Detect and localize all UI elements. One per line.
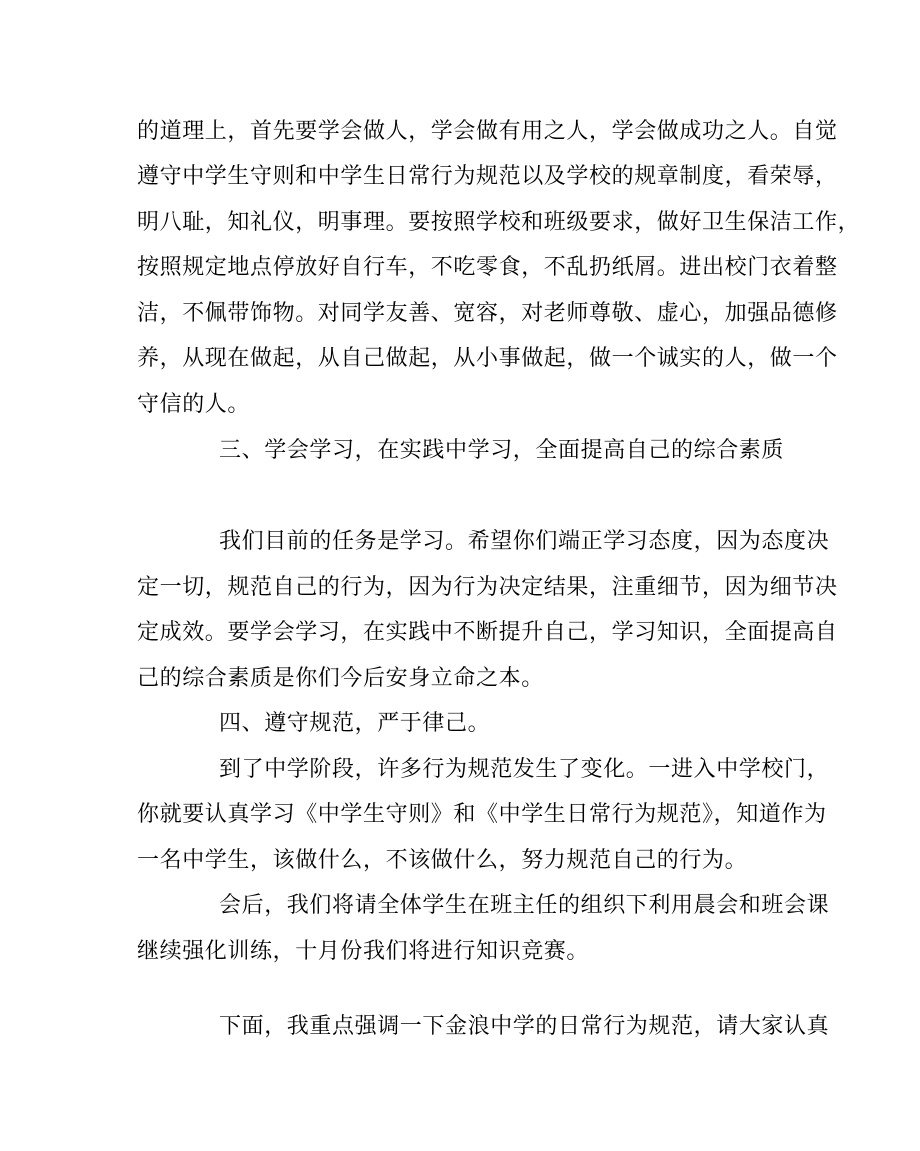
text-line: 按照规定地点停放好自行车，不吃零食，不乱扔纸屑。进出校门衣着整	[137, 255, 838, 280]
text-line: 到了中学阶段，许多行为规范发生了变化。一进入中学校门，	[219, 757, 830, 782]
text-line: 己的综合素质是你们今后安身立命之本。	[137, 666, 544, 691]
text-line: 洁，不佩带饰物。对同学友善、宽容，对老师尊敬、虚心，加强品德修	[137, 301, 838, 326]
text-line: 遵守中学生守则和中学生日常行为规范以及学校的规章制度，看荣辱，	[137, 164, 838, 189]
text-line: 我们目前的任务是学习。希望你们端正学习态度，因为态度决	[219, 529, 830, 554]
text-line: 会后，我们将请全体学生在班主任的组织下利用晨会和班会课	[219, 893, 830, 918]
text-line: 定一切，规范自己的行为，因为行为决定结果，注重细节，因为细节决	[137, 575, 838, 600]
text-line: 下面，我重点强调一下金浪中学的日常行为规范，请大家认真	[219, 1014, 830, 1039]
section-heading: 三、学会学习，在实践中学习，全面提高自己的综合素质	[219, 438, 785, 463]
text-line: 定成效。要学会学习，在实践中不断提升自己，学习知识，全面提高自	[137, 620, 838, 645]
text-line: 继续强化训练，十月份我们将进行知识竞赛。	[137, 939, 590, 964]
text-line: 养，从现在做起，从自己做起，从小事做起，做一个诚实的人，做一个	[137, 346, 838, 371]
text-line: 明八耻，知礼仪，明事理。要按照学校和班级要求，做好卫生保洁工作，	[137, 210, 861, 235]
text-line: 你就要认真学习《中学生守则》和《中学生日常行为规范》，知道作为	[137, 802, 827, 827]
text-line: 守信的人。	[137, 392, 251, 417]
text-line: 一名中学生，该做什么，不该做什么，努力规范自己的行为。	[137, 848, 748, 873]
text-line: 的道理上，首先要学会做人，学会做有用之人，学会做成功之人。自觉	[137, 119, 838, 144]
section-heading: 四、遵守规范，严于律己。	[219, 711, 491, 736]
